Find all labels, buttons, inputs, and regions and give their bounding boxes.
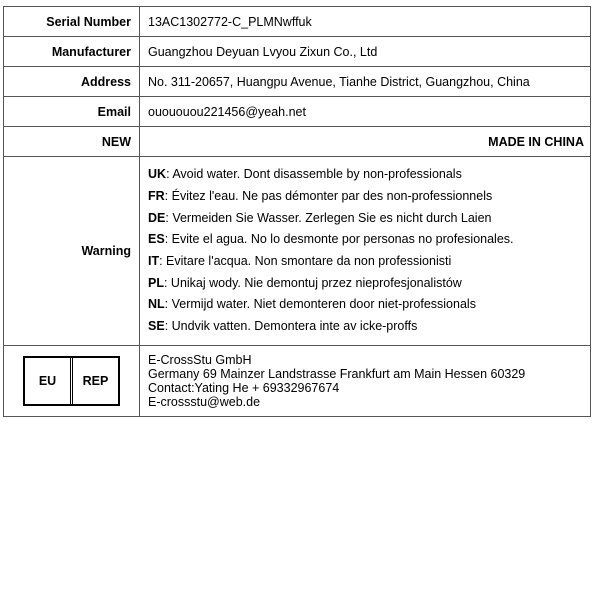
warning-lang-code: FR <box>148 188 165 203</box>
new-label: NEW <box>4 127 140 157</box>
warning-text: : Évitez l'eau. Ne pas démonter par des non-professionnels <box>164 188 493 203</box>
warning-label: Warning <box>4 157 140 346</box>
warning-lang-code: SE <box>148 319 165 334</box>
eu-rep-details <box>140 353 590 409</box>
eu-rep-details-cell <box>140 346 591 417</box>
made-in-label: MADE IN CHINA <box>140 127 591 157</box>
eu-rep-email: E-crossstu@web.de <box>148 395 261 409</box>
email-row <box>4 97 591 127</box>
eu-rep-address: Germany 69 Mainzer Landstrasse Frankfurt am Main Hessen 60329 <box>148 367 526 381</box>
warning-line-fr <box>148 186 582 208</box>
eu-rep-row <box>4 346 591 417</box>
warning-text: : Unikaj wody. Nie demontuj przez nieprofesjonalistów <box>163 275 462 290</box>
warning-line-pl <box>148 273 582 295</box>
warning-lang-code: UK <box>148 167 167 182</box>
warning-text-cell <box>140 157 591 346</box>
eu-rep-badge-rep: REP <box>82 374 109 388</box>
warning-line-de <box>148 208 582 230</box>
warning-text: : Undvik vatten. Demontera inte av icke-proffs <box>164 319 418 334</box>
manufacturer-value: Guangzhou Deyuan Lvyou Zixun Co., Ltd <box>140 37 591 67</box>
email-label: Email <box>4 97 140 127</box>
new-row <box>4 127 591 157</box>
warning-text: : Vermijd water. Niet demonteren door niet-professionals <box>164 297 476 312</box>
manufacturer-label: Manufacturer <box>4 37 140 67</box>
warning-text: : Evitare l'acqua. Non smontare da non professionisti <box>159 254 452 268</box>
warning-list <box>140 164 590 338</box>
serial-row <box>4 7 591 37</box>
warning-lang-code: NL <box>148 297 165 312</box>
eu-rep-badge-cell <box>4 346 140 417</box>
email-value: ouououou221456@yeah.net <box>140 97 591 127</box>
product-label-table <box>3 6 591 417</box>
warning-text: : Evite el agua. No lo desmonte por personas no profesionales. <box>164 232 514 247</box>
eu-rep-company: E-CrossStu GmbH <box>148 353 252 367</box>
warning-line-uk <box>148 164 582 186</box>
warning-lang-code: PL <box>148 275 164 290</box>
warning-line-nl <box>148 294 582 316</box>
serial-label: Serial Number <box>4 7 140 37</box>
warning-lang-code: ES <box>148 232 165 247</box>
manufacturer-row <box>4 37 591 67</box>
warning-line-es <box>148 229 582 251</box>
warning-row <box>4 157 591 346</box>
address-value: No. 311-20657, Huangpu Avenue, Tianhe District, Guangzhou, China <box>140 67 591 97</box>
warning-lang-code: DE <box>148 210 166 225</box>
warning-text: : Vermeiden Sie Wasser. Zerlegen Sie es nicht durch Laien <box>165 210 492 225</box>
warning-lang-code: IT <box>148 254 160 268</box>
eu-rep-badge <box>23 356 120 406</box>
eu-rep-badge-eu: EU <box>25 358 73 404</box>
address-label: Address <box>4 67 140 97</box>
address-row <box>4 67 591 97</box>
warning-text: : Avoid water. Dont disassemble by non-professionals <box>166 167 462 182</box>
warning-line-it <box>148 251 582 273</box>
warning-line-se <box>148 316 582 338</box>
eu-rep-contact: Contact:Yating He + 69332967674 <box>148 381 340 395</box>
serial-value: 13AC1302772-C_PLMNwffuk <box>140 7 591 37</box>
